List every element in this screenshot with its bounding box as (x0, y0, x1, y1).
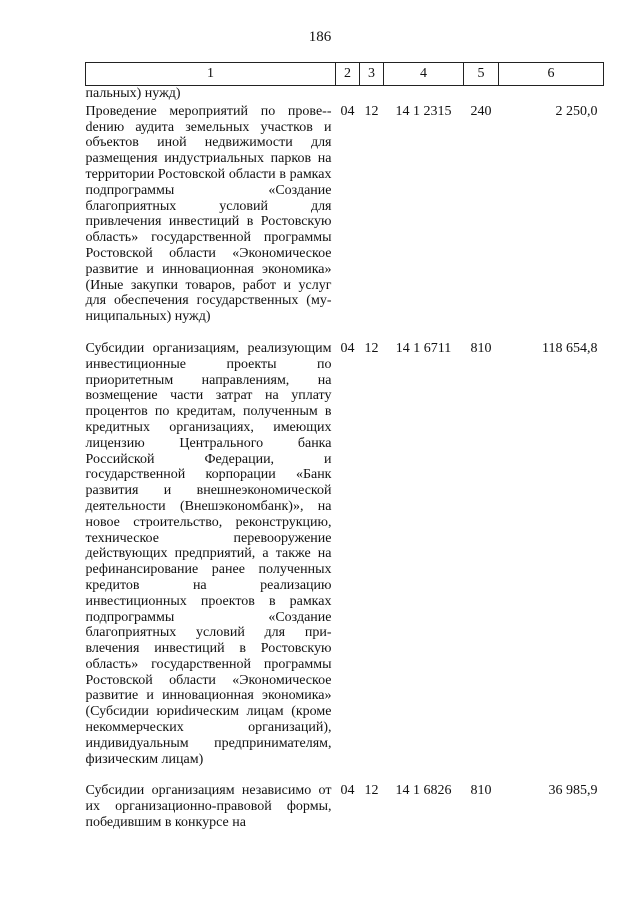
budget-table (85, 62, 604, 831)
table-row (86, 341, 604, 784)
expense-type-code: 810 (470, 340, 492, 356)
row-description: Субсидии организациям независимо от их организационно-правовой формы, победившим в конкурсе на (85, 783, 332, 831)
section-code: 04 (340, 340, 355, 356)
target-article-code: 14 1 6711 (395, 340, 452, 356)
row-description: Субсидии организациям, реализующим инвестиционные проекты по приоритетным направлениям, на возмещение части затрат на уплату процентов по кредитам, полученным в кредитных организациях, имеющих лицензию Центрального банка Российской Федерации, и государственной корпорации «Банк развития и внешнеэкономической деятельности (Внешэкономбанк)», на новое строительство, реконструкцию, техническое перевооружение действующих предприятий, а также на рефинансирование ранее полученных кредитов на реализацию инвестиционных проектов в рамках подпрограммы «Создание благоприятных условий для привлечения инвестиций в Ростовскую область» государственной программы Ростовской области «Экономическое развитие и инновационная экономика» (Субсидии юриdическим лицам (кроме некоммерческих организаций), индивидуальным предпринимателям, физическим лицам) (85, 340, 332, 767)
row-description: Проведение мероприятий по прове-dению аудита земельных участков и объектов иной недвижимости для размещения индустриальных парков на территории Ростовской области в рамках подпрограммы «Создание благоприятных условий для привлечения инвестиций в Ростовскую область» государственной программы Ростовской области «Экономическое развитие и инновационная экономика» (Иные закупки товаров, работ и услуг для обеспечения государственных (муниципальных) нужд) (85, 103, 332, 325)
column-header-4: 4 (384, 63, 464, 86)
amount: 2 250,0 (555, 103, 598, 119)
page-number: 186 (308, 29, 332, 45)
column-header-2: 2 (336, 63, 360, 86)
amount: 36 985,9 (548, 783, 598, 799)
section-code: 04 (340, 103, 355, 119)
table-row (86, 104, 604, 341)
subsection-code: 12 (364, 783, 379, 799)
amount: 118 654,8 (542, 340, 598, 356)
table-row-continuation (86, 86, 604, 104)
column-header-1: 1 (86, 63, 336, 86)
subsection-code: 12 (364, 340, 379, 356)
target-article-code: 14 1 2315 (395, 103, 452, 119)
column-header-5: 5 (464, 63, 499, 86)
column-header-3: 3 (360, 63, 384, 86)
section-code: 04 (340, 783, 355, 799)
subsection-code: 12 (364, 103, 379, 119)
table-row (86, 783, 604, 830)
target-article-code: 14 1 6826 (395, 783, 452, 799)
row-description: пальных) нужд) (85, 86, 181, 101)
expense-type-code: 810 (470, 783, 492, 799)
column-header-6: 6 (499, 63, 604, 86)
column-number-row (86, 63, 604, 86)
expense-type-code: 240 (470, 103, 492, 119)
